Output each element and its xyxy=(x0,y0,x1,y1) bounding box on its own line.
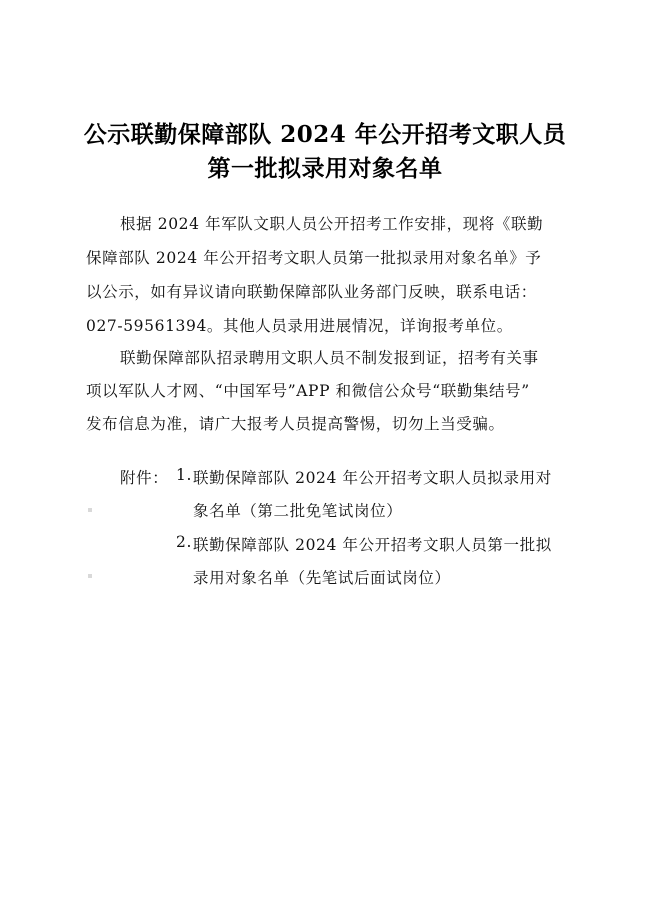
paragraph-2-line-3: 发布信息为准，请广大报考人员提高警惕，切勿上当受骗。 xyxy=(86,415,505,433)
attachment-2-title-line-1: 联勤保障部队 2024 年公开招考文职人员第一批拟 xyxy=(193,536,552,554)
paragraph-2-line-1: 联勤保障部队招录聘用文职人员不制发报到证，招考有关事 xyxy=(120,349,539,367)
attachment-1-number: 1. xyxy=(176,466,192,484)
attachment-2-number: 2. xyxy=(176,533,192,551)
paragraph-1-line-4: 027-59561394。其他人员录用进展情况，详询报考单位。 xyxy=(86,317,513,335)
scan-mark xyxy=(88,508,92,512)
attachment-1-title-line-1: 联勤保障部队 2024 年公开招考文职人员拟录用对 xyxy=(193,469,552,487)
paragraph-1-line-2: 保障部队 2024 年公开招考文职人员第一批拟录用对象名单》予 xyxy=(86,249,542,267)
paragraph-2-line-2: 项以军队人才网、“中国军号”APP 和微信公众号“联勤集结号” xyxy=(86,382,530,400)
document-title-line-2: 第一批拟录用对象名单 xyxy=(207,155,443,182)
paragraph-1-line-1: 根据 2024 年军队文职人员公开招考工作安排，现将《联勤 xyxy=(120,215,544,233)
paragraph-1-line-3: 以公示，如有异议请向联勤保障部队业务部门反映，联系电话： xyxy=(86,283,537,301)
attachment-1-title-line-2: 象名单（第二批免笔试岗位） xyxy=(193,502,403,520)
document-title-line-1: 公示联勤保障部队 2024 年公开招考文职人员 xyxy=(83,121,567,148)
attachment-2-title-line-2: 录用对象名单（先笔试后面试岗位） xyxy=(193,569,451,587)
attachments-label: 附件： xyxy=(120,469,169,487)
scan-mark xyxy=(88,574,92,578)
